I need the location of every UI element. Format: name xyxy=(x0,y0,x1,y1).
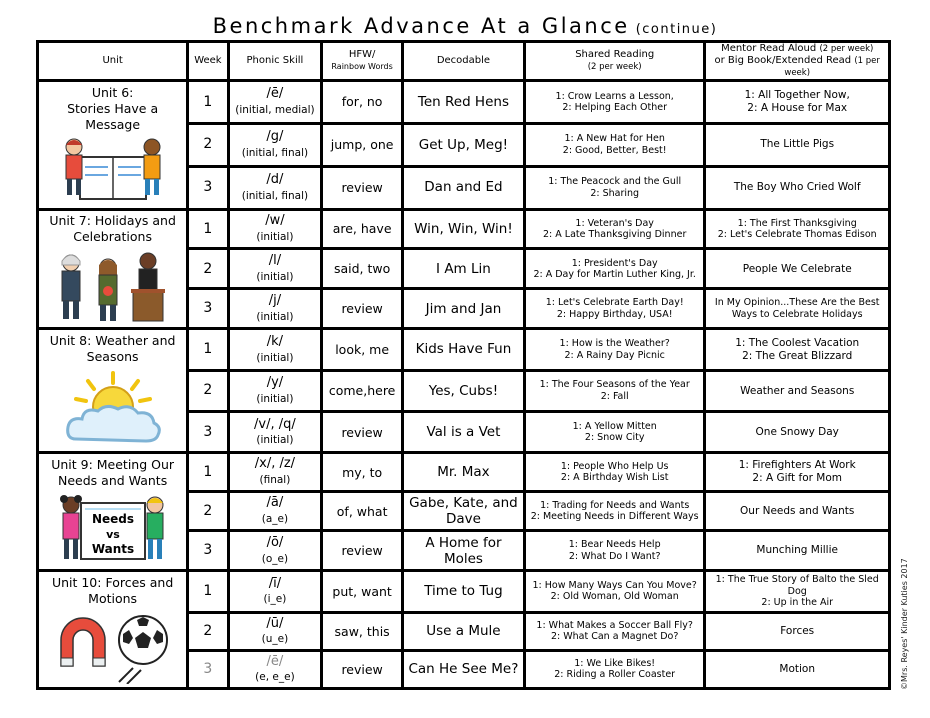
header-row xyxy=(39,43,888,79)
hfw-cell: put, want xyxy=(323,572,401,610)
phonic-cell: /x/, /z/ (final) xyxy=(230,454,321,489)
unit-cell xyxy=(39,572,186,687)
week-cell: 1 xyxy=(189,454,226,489)
shared-reading-cell: 1: Bear Needs Help 2: What Do I Want? xyxy=(526,532,703,569)
table-row xyxy=(39,572,888,610)
mentor-read-cell: The Little Pigs xyxy=(706,125,888,165)
needs-vs-wants-icon xyxy=(57,493,169,567)
presidents-icon xyxy=(53,249,173,325)
hfw-cell: come,here xyxy=(323,372,401,410)
mentor-read-cell: Motion xyxy=(706,652,888,687)
phonic-cell: /ē/ (e, e_e) xyxy=(230,652,321,687)
hfw-cell: jump, one xyxy=(323,125,401,165)
decodable-cell: Jim and Jan xyxy=(404,290,523,327)
mentor-read-cell: One Snowy Day xyxy=(706,413,888,451)
hfw-cell: of, what xyxy=(323,493,401,530)
shared-reading-cell: 1: How is the Weather? 2: A Rainy Day Picnic xyxy=(526,330,703,368)
header-week: Week xyxy=(189,43,226,79)
shared-reading-cell: 1: We Like Bikes! 2: Riding a Roller Coaster xyxy=(526,652,703,687)
unit-title: Unit 6: xyxy=(91,84,134,100)
phonic-cell: /ō/ (o_e) xyxy=(230,532,321,569)
shared-reading-cell: 1: Trading for Needs and Wants 2: Meeting Needs in Different Ways xyxy=(526,493,703,530)
mentor-read-cell: People We Celebrate xyxy=(706,250,888,287)
decodable-cell: Kids Have Fun xyxy=(404,330,523,368)
phonic-cell: /ē/ (initial, medial) xyxy=(230,82,321,122)
week-cell: 1 xyxy=(189,211,226,248)
decodable-cell: Dan and Ed xyxy=(404,168,523,208)
shared-reading-cell: 1: What Makes a Soccer Ball Fly? 2: What Can a Magnet Do? xyxy=(526,614,703,649)
decodable-cell: Val is a Vet xyxy=(404,413,523,451)
vs-text: vs xyxy=(105,527,120,541)
shared-reading-cell: 1: A New Hat for Hen 2: Good, Better, Best! xyxy=(526,125,703,165)
week-cell: 2 xyxy=(189,125,226,165)
table-row xyxy=(39,82,888,122)
phonic-cell: /w/ (initial) xyxy=(230,211,321,248)
decodable-cell: Get Up, Meg! xyxy=(404,125,523,165)
shared-reading-cell: 1: People Who Help Us 2: A Birthday Wish List xyxy=(526,454,703,489)
phonic-cell: /k/ (initial) xyxy=(230,330,321,368)
page-title: Benchmark Advance At a Glance (continue) xyxy=(212,14,718,38)
magnet-soccer-ball-icon xyxy=(53,610,173,684)
unit-cell xyxy=(39,454,186,569)
week-cell: 3 xyxy=(189,413,226,451)
hfw-cell: review xyxy=(323,413,401,451)
unit-title: Unit 10: Forces and Motions xyxy=(51,574,174,607)
shared-reading-cell: 1: The Four Seasons of the Year 2: Fall xyxy=(526,372,703,410)
header-unit: Unit xyxy=(39,43,186,79)
week-cell: 3 xyxy=(189,290,226,327)
header-phonic-skill: Phonic Skill xyxy=(230,43,321,79)
decodable-cell: Ten Red Hens xyxy=(404,82,523,122)
phonic-cell: /g/ (initial, final) xyxy=(230,125,321,165)
shared-reading-cell: 1: Veteran's Day 2: A Late Thanksgiving Dinner xyxy=(526,211,703,248)
mentor-read-cell: The Boy Who Cried Wolf xyxy=(706,168,888,208)
phonic-cell: /v/, /q/ (initial) xyxy=(230,413,321,451)
hfw-cell: review xyxy=(323,652,401,687)
hfw-cell: for, no xyxy=(323,82,401,122)
sun-cloud-icon xyxy=(58,369,168,449)
hfw-cell: look, me xyxy=(323,330,401,368)
hfw-cell: said, two xyxy=(323,250,401,287)
phonic-cell: /ā/ (a_e) xyxy=(230,493,321,530)
phonic-cell: /ī/ (i_e) xyxy=(230,572,321,610)
header-hfw: HFW/ Rainbow Words xyxy=(323,43,401,79)
shared-reading-cell: 1: Crow Learns a Lesson, 2: Helping Each Other xyxy=(526,82,703,122)
needs-text: Needs xyxy=(91,511,134,526)
mentor-read-cell: 1: Firefighters At Work 2: A Gift for Mom xyxy=(706,454,888,489)
copyright-credit: ©Mrs. Reyes' Kinder Kuties 2017 xyxy=(900,558,909,690)
decodable-cell: Time to Tug xyxy=(404,572,523,610)
header-shared-reading: Shared Reading (2 per week) xyxy=(526,43,703,79)
mentor-read-cell: Weather and Seasons xyxy=(706,372,888,410)
unit-cell xyxy=(39,330,186,451)
mentor-read-cell: 1: The True Story of Balto the Sled Dog 2: Up in the Air xyxy=(706,572,888,610)
shared-reading-cell: 1: Let's Celebrate Earth Day! 2: Happy Birthday, USA! xyxy=(526,290,703,327)
decodable-cell: I Am Lin xyxy=(404,250,523,287)
decodable-cell: A Home for Moles xyxy=(404,532,523,569)
hfw-cell: review xyxy=(323,290,401,327)
decodable-cell: Can He See Me? xyxy=(404,652,523,687)
glance-table xyxy=(36,40,891,690)
week-cell: 1 xyxy=(189,330,226,368)
header-decodable: Decodable xyxy=(404,43,523,79)
decodable-cell: Yes, Cubs! xyxy=(404,372,523,410)
week-cell: 2 xyxy=(189,614,226,649)
hfw-cell: my, to xyxy=(323,454,401,489)
mentor-read-cell: 1: The Coolest Vacation 2: The Great Blizzard xyxy=(706,330,888,368)
decodable-cell: Use a Mule xyxy=(404,614,523,649)
week-cell: 3 xyxy=(189,532,226,569)
week-cell: 2 xyxy=(189,493,226,530)
phonic-cell: /d/ (initial, final) xyxy=(230,168,321,208)
week-cell: 1 xyxy=(189,572,226,610)
unit-cell xyxy=(39,211,186,328)
unit-subtitle: Stories Have a Message xyxy=(67,101,159,133)
wants-text: Wants xyxy=(91,541,134,556)
shared-reading-cell: 1: The Peacock and the Gull 2: Sharing xyxy=(526,168,703,208)
phonic-cell: /y/ (initial) xyxy=(230,372,321,410)
decodable-cell: Mr. Max xyxy=(404,454,523,489)
hfw-cell: saw, this xyxy=(323,614,401,649)
week-cell: 1 xyxy=(189,82,226,122)
week-cell: 2 xyxy=(189,372,226,410)
week-cell: 3 xyxy=(189,652,226,687)
table-row xyxy=(39,330,888,368)
mentor-read-cell: Munching Millie xyxy=(706,532,888,569)
hfw-cell: are, have xyxy=(323,211,401,248)
unit-cell xyxy=(39,82,186,208)
phonic-cell: /ū/ (u_e) xyxy=(230,614,321,649)
week-cell: 3 xyxy=(189,168,226,208)
mentor-read-cell: 1: The First Thanksgiving 2: Let's Celebrate Thomas Edison xyxy=(706,211,888,248)
header-mentor-read: Mentor Read Aloud (2 per week) or Big Book/Extended Read (1 per week) xyxy=(706,43,888,79)
week-cell: 2 xyxy=(189,250,226,287)
mentor-read-cell: In My Opinion...These Are the Best Ways to Celebrate Holidays xyxy=(706,290,888,327)
hfw-cell: review xyxy=(323,532,401,569)
mentor-read-cell: Forces xyxy=(706,614,888,649)
phonic-cell: /l/ (initial) xyxy=(230,250,321,287)
mentor-read-cell: 1: All Together Now, 2: A House for Max xyxy=(706,82,888,122)
shared-reading-cell: 1: How Many Ways Can You Move? 2: Old Woman, Old Woman xyxy=(526,572,703,610)
kids-reading-book-icon xyxy=(58,137,168,205)
unit-title: Unit 8: Weather and Seasons xyxy=(49,333,176,365)
decodable-cell: Gabe, Kate, and Dave xyxy=(404,493,523,530)
phonic-cell: /j/ (initial) xyxy=(230,290,321,327)
title-suffix: (continue) xyxy=(635,22,718,37)
decodable-cell: Win, Win, Win! xyxy=(404,211,523,248)
hfw-cell: review xyxy=(323,168,401,208)
shared-reading-cell: 1: A Yellow Mitten 2: Snow City xyxy=(526,413,703,451)
unit-title: Unit 9: Meeting Our Needs and Wants xyxy=(51,457,175,489)
table-row xyxy=(39,454,888,489)
shared-reading-cell: 1: President's Day 2: A Day for Martin Luther King, Jr. xyxy=(526,250,703,287)
table-row xyxy=(39,211,888,248)
mentor-read-cell: Our Needs and Wants xyxy=(706,493,888,530)
unit-title: Unit 7: Holidays and Celebrations xyxy=(49,213,176,245)
